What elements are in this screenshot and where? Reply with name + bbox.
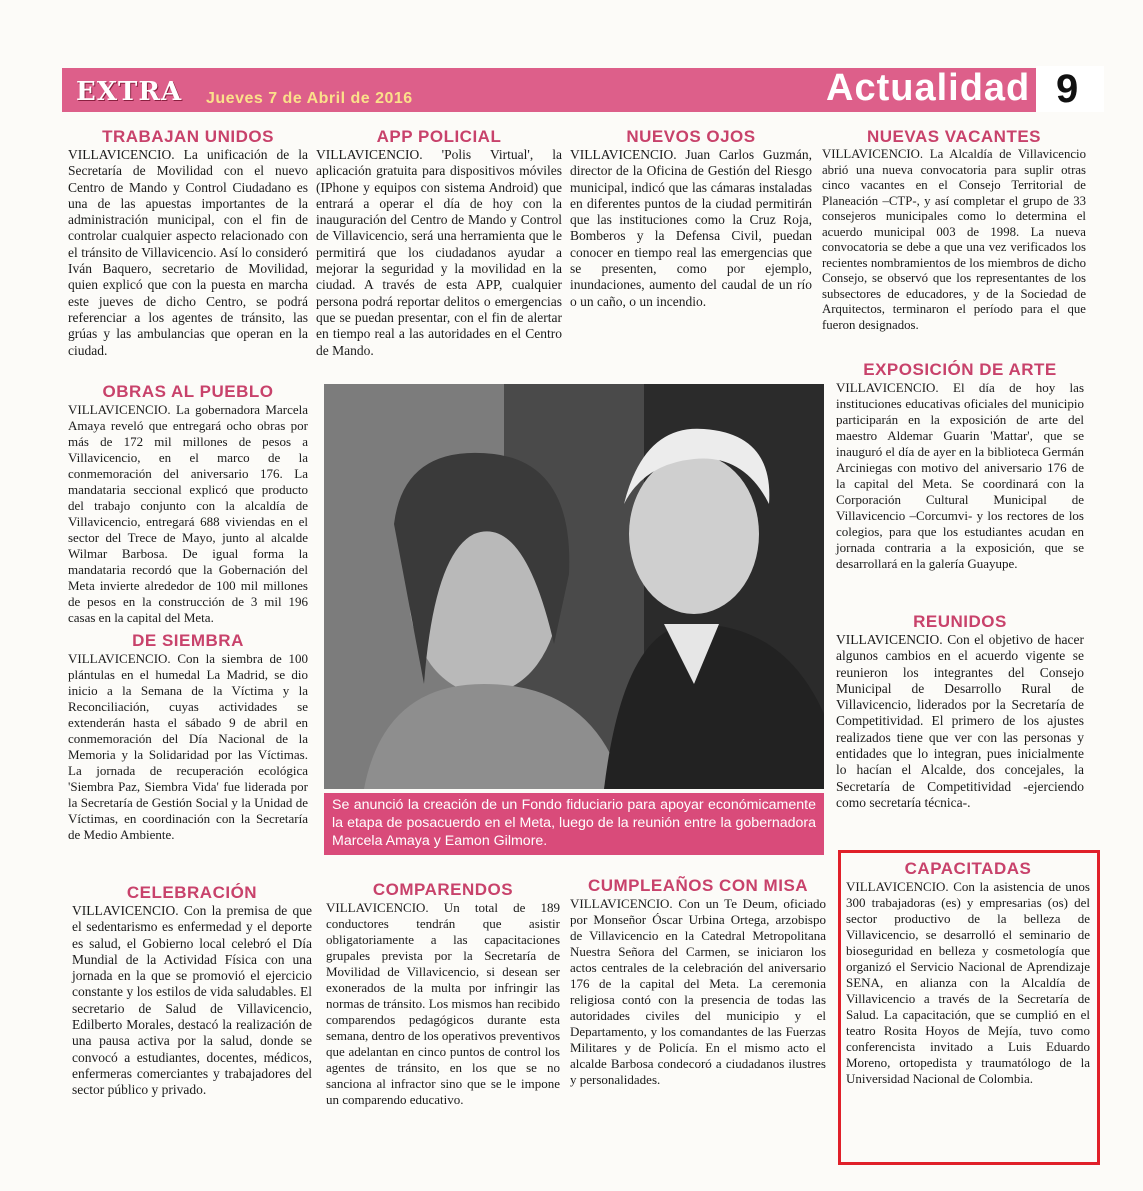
article-body: VILLAVICENCIO. La unificación de la Secretaría de Movilidad con el nuevo Centro de Mando y Control Ciudadano es una de las apuestas importantes de la administración municipal, con el fin de controlar cualquier aspecto relacionado con el tránsito de Villavicencio. Así lo consideró Iván Baquero, secretario de Movilidad, quien explicó que con la puesta en marcha este jueves de dicho Centro, se podrá referenciar a los agentes de tránsito, las grúas y las ambulancias que operan en la ciudad. <box>68 147 308 358</box>
article-body: VILLAVICENCIO. Un total de 189 conductores tendrán que asistir obligatoriamente a las capacitaciones grupales prevista por la Secretaría de Movilidad de Villavicencio, si desean ser exonerados de la multa por infringir las normas de tránsito. Los mismos han recibido comparendos pedagógicos durante esta semana, dentro de los operativos preventivos que adelantan en cinco puntos de control los agentes de tránsito, en los que se no sanciona al infractor sino que se le impone un comparendo educativo. <box>326 900 560 1107</box>
article-celebracion <box>72 883 312 1099</box>
article-headline: REUNIDOS <box>913 612 1007 631</box>
article-headline: COMPARENDOS <box>372 880 514 899</box>
news-photo <box>324 384 824 789</box>
article-body: VILLAVICENCIO. La Alcaldía de Villavicencio abrió una nueva convocatoria para suplir otras cinco vacantes en el Consejo Territorial de Planeación –CTP-, y así completar el grupo de 33 consejeros municipales como lo determina el acuerdo municipal 003 de 1998. La nueva convocatoria se debe a que una vez verificados los recientes nombramientos de los miembros de dicho Consejo, se observó que los representantes de los subsectores de educadores, y de la Sociedad de Arquitectos, terminaron el período para el que fueron designados. <box>822 147 1086 332</box>
article-body: VILLAVICENCIO. El día de hoy las instituciones educativas oficiales del municipio participarán en la exposición de arte del maestro Aldemar Guarin 'Mattar', que se inauguró el día de ayer en la biblioteca Germán Arciniegas con motivo del aniversario 176 de la capital del Meta. Se coordinará con la Corporación Cultural Municipal de Villavicencio –Corcumvi- y los rectores de los colegios, para que los estudiantes acudan en jornada contraria a la exposición, que se desarrollará en la galería Guayupe. <box>836 380 1084 571</box>
article-body: VILLAVICENCIO. Con la premisa de que el sedentarismo es enfermedad y el deporte es salud, el Gobierno local celebró el Día Mundial de la Actividad Física con una jornada en la que se promovió el ejercicio constante y los estilos de vida saludables. El secretario de Salud de Villavicencio, Edilberto Morales, destacó la realización de una pausa activa por la salud, donde se convocó a estudiantes, docentes, médicos, enfermeras comerciantes y trabajadores del sector público y privado. <box>72 903 312 1098</box>
article-headline: CELEBRACIÓN <box>126 883 258 902</box>
newspaper-logo: EXTRA <box>76 77 183 107</box>
article-body: VILLAVICENCIO. Con la siembra de 100 plántulas en el humedal La Madrid, se dio inicio a la Semana de la Víctima y la Reconciliación, cuyas actividades se extenderán hasta el sábado 9 de abril en conmemoración del Día Nacional de la Memoria y la Solidaridad por las Víctimas. La jornada de recuperación ecológica 'Siembra Paz, Siembra Vida' fue liderada por la Secretaría de Gestión Social y la Unidad de Víctimas, en coordinación con la Secretaría de Medio Ambiente. <box>68 651 308 842</box>
article-nuevos-ojos <box>570 127 812 310</box>
article-headline: NUEVAS VACANTES <box>866 127 1042 146</box>
photo-caption-box <box>324 793 824 855</box>
photo-caption: Se anunció la creación de un Fondo fiduciario para apoyar económicamente la etapa de posacuerdo en el Meta, luego de la reunión entre la gobernadora Marcela Amaya y Eamon Gilmore. <box>332 797 816 849</box>
photo-illustration <box>324 384 824 789</box>
article-headline: NUEVOS OJOS <box>626 127 756 146</box>
article-nuevas-vacantes <box>822 127 1086 333</box>
article-body: VILLAVICENCIO. La gobernadora Marcela Amaya reveló que entregará ocho obras por más de 172 mil millones de pesos a Villavicencio, en el marco de la conmemoración del aniversario 176. La mandataria seccional explicó que producto del trabajo conjunto con la alcaldía de Villavicencio, entregará 688 viviendas en el sector del Trece de Mayo, junto al alcalde Wilmar Barbosa. De igual forma la mandataria recordó que la Gobernación del Meta invierte alrededor de 100 mil millones de pesos en la construcción de 3 mil 196 casas en la capital del Meta. <box>68 402 308 625</box>
article-obras-al-pueblo <box>68 382 308 626</box>
article-body: VILLAVICENCIO. Con un Te Deum, oficiado por Monseñor Óscar Urbina Ortega, arzobispo de Villavicencio en la Catedral Metropolitana Nuestra Señora del Carmen, se iniciaron los actos centrales de la celebración del aniversario 176 de la capital del Meta. La ceremonia religiosa contó con la presencia de todas las autoridades civiles del municipio y el Departamento, y los comandantes de las Fuerzas Militares y de Policía. En el mismo acto el alcalde Barbosa condecoró a ciudadanos ilustres y personalidades. <box>570 896 826 1087</box>
article-app-policial <box>316 127 562 359</box>
article-cumpleanos-con-misa <box>570 876 826 1088</box>
issue-date: Jueves 7 de Abril de 2016 <box>206 90 413 107</box>
article-headline: TRABAJAN UNIDOS <box>102 127 274 146</box>
article-headline: EXPOSICIÓN DE ARTE <box>863 360 1057 379</box>
article-body: VILLAVICENCIO. Con el objetivo de hacer algunos cambios en el acuerdo vigente se reunieron los integrantes del Consejo Municipal de Desarrollo Rural de Villavicencio, liderados por la Secretaría de Competitividad. El primero de los ajustes realizados tiene que ver con las personas y entidades que lo integran, pues inicialmente lo hacían el Alcalde, dos concejales, la Secretaría de Competitividad -ejerciendo como secretaría técnica-. <box>836 632 1084 810</box>
article-headline: OBRAS AL PUEBLO <box>102 382 274 401</box>
page-number: 9 <box>1056 67 1079 111</box>
article-body: VILLAVICENCIO. Con la asistencia de unos 300 trabajadoras (es) y empresarias (os) del sector productivo de la belleza de Villavicencio, se desarrolló el seminario de bioseguridad en belleza y cosmetología que organizó el Servicio Nacional de Aprendizaje SENA, en alianza con la Alcaldía de Villavicencio a través de la Secretaría de Salud. La capacitación, que se cumplió en el teatro Rosita Hoyos de Mejía, tuvo como conferencista invitado a Luis Eduardo Moreno, ortopedista y traumatólogo de la Universidad Nacional de Colombia. <box>846 879 1090 1086</box>
article-body: VILLAVICENCIO. Juan Carlos Guzmán, director de la Oficina de Gestión del Riesgo municipal, indicó que las cámaras instaladas en diferentes puntos de la ciudad permitirán que las instituciones como la Cruz Roja, Bomberos y la Defensa Civil, puedan conocer en tiempo real las emergencias que se presenten, como por ejemplo, inundaciones, aumento del caudal de un río o un caño, o un incendio. <box>570 147 812 309</box>
article-trabajan-unidos <box>68 127 308 359</box>
article-headline: DE SIEMBRA <box>132 631 244 650</box>
article-comparendos <box>326 880 560 1108</box>
section-title: Actualidad <box>826 67 1031 109</box>
article-headline: CAPACITADAS <box>904 859 1032 878</box>
article-headline: APP POLICIAL <box>376 127 502 146</box>
article-de-siembra <box>68 631 308 843</box>
article-reunidos <box>836 612 1084 811</box>
article-capacitadas <box>846 859 1090 1087</box>
article-exposicion-de-arte <box>836 360 1084 572</box>
article-headline: CUMPLEAÑOS CON MISA <box>587 876 809 895</box>
article-body: VILLAVICENCIO. 'Polis Virtual', la aplicación gratuita para dispositivos móviles (IPhone y equipos con sistema Android) que entrará a operar el día de hoy con la inauguración del Centro de Mando y Control de Villavicencio, será una herramienta que le permitirá que los ciudadanos ayudar a mejorar la seguridad y la movilidad en la ciudad. A través de esta APP, cualquier persona podrá reportar delitos o emergencias que se puedan presentar, con el fin de alertar en tiempo real a las autoridades en el Centro de Mando. <box>316 147 562 358</box>
